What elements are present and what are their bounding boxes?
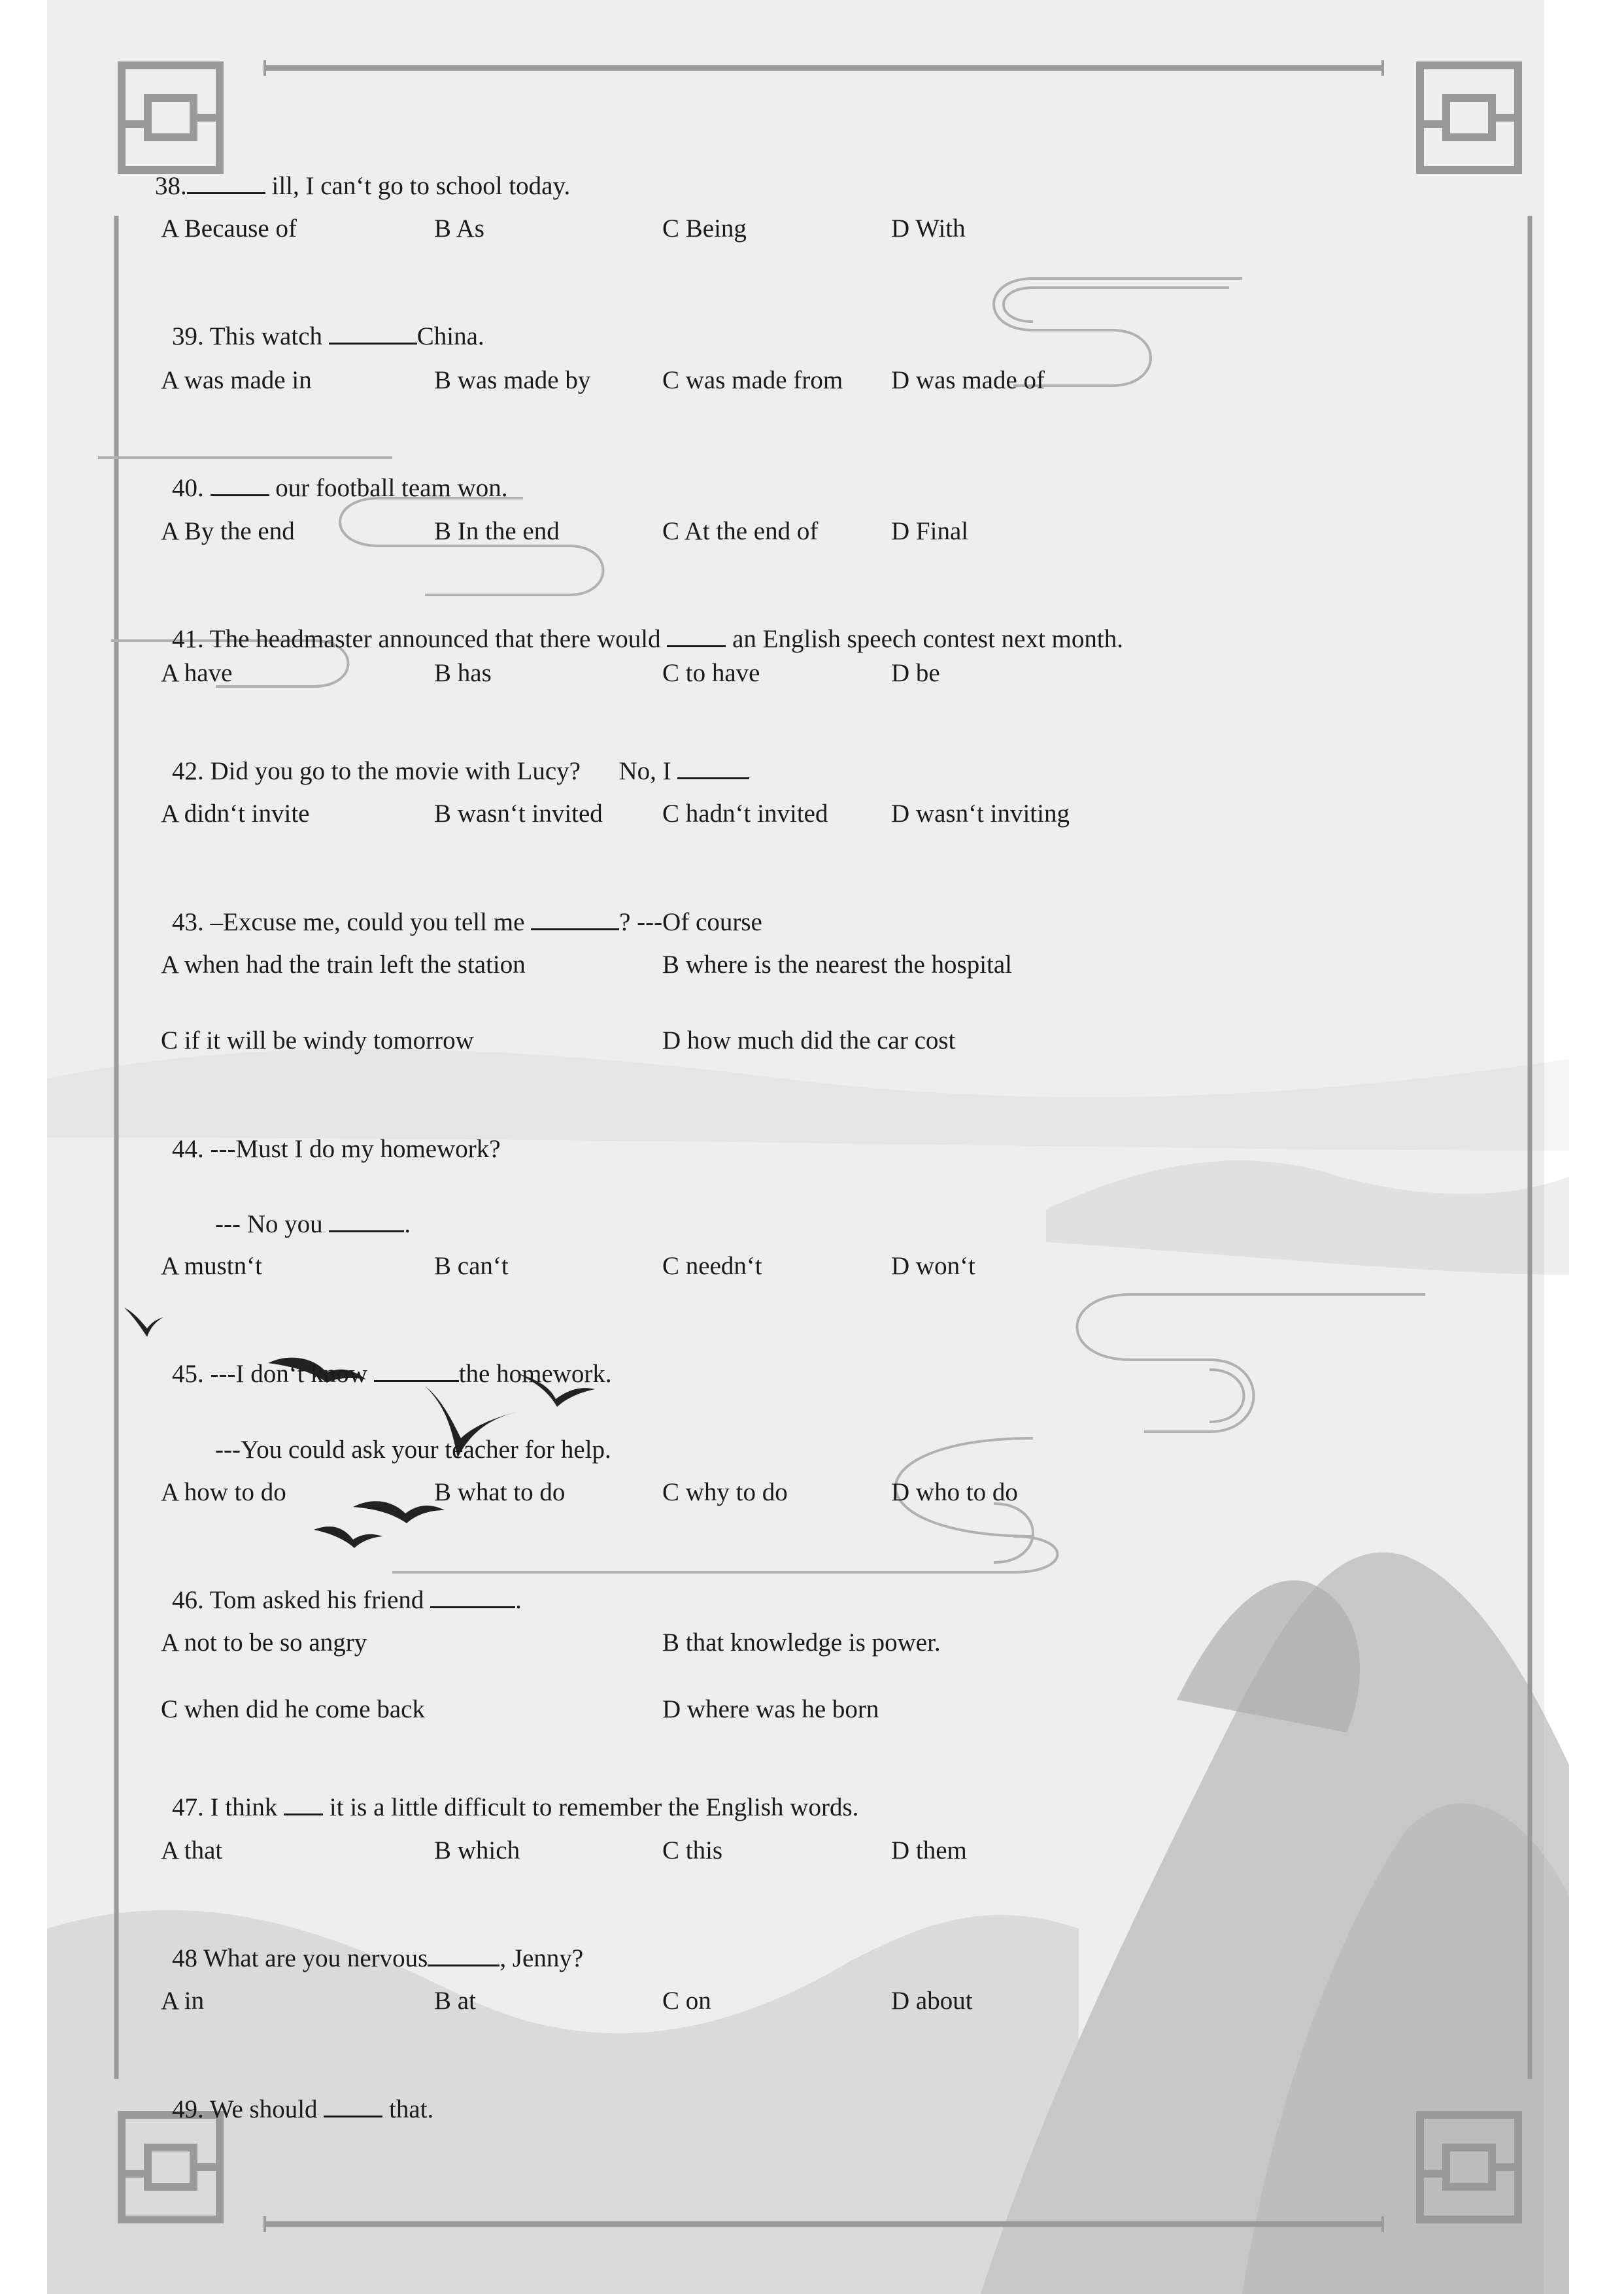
question-number: 40. bbox=[172, 474, 204, 502]
question-text: ? ---Of course bbox=[619, 908, 762, 936]
option-a[interactable]: A didn‘t invite bbox=[161, 800, 310, 828]
option-c[interactable]: C to have bbox=[662, 659, 760, 687]
question-number: 48 bbox=[172, 1944, 197, 1972]
option-a[interactable]: A not to be so angry bbox=[161, 1628, 367, 1657]
option-b[interactable]: B at bbox=[434, 1987, 476, 2015]
option-a[interactable]: A By the end bbox=[161, 517, 295, 545]
option-d[interactable]: D was made of bbox=[891, 366, 1045, 394]
question-number: 46. bbox=[172, 1586, 204, 1614]
option-b[interactable]: B what to do bbox=[434, 1478, 566, 1506]
answer-blank[interactable] bbox=[430, 1587, 515, 1608]
option-c[interactable]: C At the end of bbox=[662, 517, 819, 545]
question-text: What are you nervous bbox=[197, 1944, 428, 1972]
option-a[interactable]: A when had the train left the station bbox=[161, 951, 526, 979]
question-49 bbox=[146, 2061, 433, 2159]
option-c[interactable]: C needn‘t bbox=[662, 1252, 762, 1280]
option-c[interactable]: C Being bbox=[662, 214, 747, 243]
question-text: , Jenny? bbox=[499, 1944, 584, 1972]
question-text: ---Must I do my homework? bbox=[203, 1135, 501, 1163]
question-text: . bbox=[515, 1586, 522, 1614]
question-text: –Excuse me, could you tell me bbox=[203, 908, 532, 936]
answer-blank[interactable] bbox=[667, 626, 726, 647]
option-b[interactable]: B can‘t bbox=[434, 1252, 509, 1280]
option-a[interactable]: A in bbox=[161, 1987, 205, 2015]
option-c[interactable]: C why to do bbox=[662, 1478, 788, 1506]
option-b[interactable]: B has bbox=[434, 659, 492, 687]
question-number: 49. bbox=[172, 2095, 204, 2123]
question-41 bbox=[146, 590, 1123, 688]
option-d[interactable]: D about bbox=[891, 1987, 973, 2015]
answer-blank[interactable] bbox=[324, 2096, 382, 2117]
option-b[interactable]: B which bbox=[434, 1836, 520, 1864]
question-text: I think bbox=[203, 1793, 284, 1821]
option-d[interactable]: D who to do bbox=[891, 1478, 1018, 1506]
question-text: ill, I can‘t go to school today. bbox=[265, 172, 571, 200]
option-a[interactable]: A how to do bbox=[161, 1478, 286, 1506]
question-number: 38. bbox=[155, 172, 187, 200]
option-c[interactable]: C if it will be windy tomorrow bbox=[161, 1026, 474, 1054]
question-number: 39. bbox=[172, 322, 204, 350]
question-text: --- No you bbox=[215, 1210, 330, 1238]
option-b[interactable]: B In the end bbox=[434, 517, 560, 545]
answer-blank[interactable] bbox=[211, 475, 269, 496]
question-number: 44. bbox=[172, 1135, 204, 1163]
option-b[interactable]: B As bbox=[434, 214, 484, 243]
answer-blank[interactable] bbox=[187, 173, 265, 194]
question-text bbox=[204, 474, 211, 502]
option-a[interactable]: A mustn‘t bbox=[161, 1252, 262, 1280]
question-text: China. bbox=[416, 322, 484, 350]
option-c[interactable]: C was made from bbox=[662, 366, 843, 394]
question-text: The headmaster announced that there would bbox=[203, 625, 668, 653]
option-b[interactable]: B where is the nearest the hospital bbox=[662, 951, 1013, 979]
question-text: our football team won. bbox=[269, 474, 508, 502]
question-text: . bbox=[404, 1210, 411, 1238]
option-b[interactable]: B was made by bbox=[434, 366, 591, 394]
answer-blank[interactable] bbox=[531, 909, 619, 930]
option-a[interactable]: A Because of bbox=[161, 214, 297, 243]
option-d[interactable]: D be bbox=[891, 659, 940, 687]
option-a[interactable]: A was made in bbox=[161, 366, 312, 394]
question-text: it is a little difficult to remember the English words. bbox=[323, 1793, 859, 1821]
answer-blank[interactable] bbox=[329, 1211, 404, 1232]
question-number: 41. bbox=[172, 625, 204, 653]
option-d[interactable]: D where was he born bbox=[662, 1695, 879, 1723]
option-d[interactable]: D With bbox=[891, 214, 966, 243]
question-number: 47. bbox=[172, 1793, 204, 1821]
option-d[interactable]: D Final bbox=[891, 517, 969, 545]
question-text: This watch bbox=[203, 322, 329, 350]
question-text: that. bbox=[382, 2095, 434, 2123]
question-text: ---You could ask your teacher for help. bbox=[215, 1436, 611, 1464]
option-b[interactable]: B wasn‘t invited bbox=[434, 800, 603, 828]
option-d[interactable]: D won‘t bbox=[891, 1252, 975, 1280]
question-text: ---I don‘t know bbox=[203, 1360, 374, 1388]
question-48 bbox=[146, 1910, 583, 2008]
option-a[interactable]: A have bbox=[161, 659, 233, 687]
answer-blank[interactable] bbox=[284, 1794, 323, 1815]
answer-blank[interactable] bbox=[374, 1360, 459, 1382]
question-text: Tom asked his friend bbox=[203, 1586, 431, 1614]
question-text: We should bbox=[203, 2095, 324, 2123]
option-c[interactable]: C hadn‘t invited bbox=[662, 800, 828, 828]
question-text: an English speech contest next month. bbox=[726, 625, 1123, 653]
option-d[interactable]: D wasn‘t inviting bbox=[891, 800, 1070, 828]
option-c[interactable]: C this bbox=[662, 1836, 723, 1864]
question-text: Did you go to the movie with Lucy? No, I bbox=[203, 757, 678, 785]
question-number: 43. bbox=[172, 908, 204, 936]
answer-blank[interactable] bbox=[329, 323, 417, 345]
question-text: the homework. bbox=[458, 1360, 612, 1388]
answer-blank[interactable] bbox=[428, 1945, 499, 1966]
option-d[interactable]: D them bbox=[891, 1836, 967, 1864]
option-c[interactable]: C on bbox=[662, 1987, 711, 2015]
option-a[interactable]: A that bbox=[161, 1836, 223, 1864]
answer-blank[interactable] bbox=[677, 758, 749, 779]
question-number: 45. bbox=[172, 1360, 204, 1388]
option-b[interactable]: B that knowledge is power. bbox=[662, 1628, 941, 1657]
question-number: 42. bbox=[172, 757, 204, 785]
option-c[interactable]: C when did he come back bbox=[161, 1695, 425, 1723]
option-d[interactable]: D how much did the car cost bbox=[662, 1026, 956, 1054]
